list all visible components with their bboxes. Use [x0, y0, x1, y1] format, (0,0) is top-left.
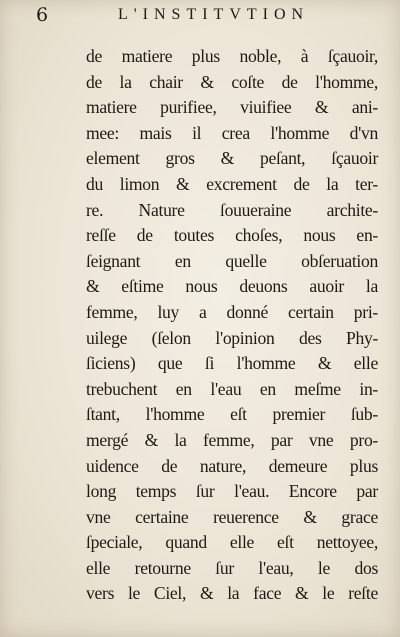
- text-line: & eſtime nous deuons auoir la: [86, 276, 378, 297]
- text-line: ſeignant en quelle obſeruation: [86, 250, 378, 271]
- text-line: mee: mais il crea l'homme d'vn: [86, 122, 378, 143]
- text-line: uilege (ſelon l'opinion des Phy-: [86, 327, 378, 348]
- text-line: long temps ſur l'eau. Encore par: [86, 481, 378, 502]
- text-line: ſpeciale, quand elle eſt nettoyee,: [86, 532, 378, 553]
- page-number: 6: [36, 4, 49, 26]
- text-line: mergé & la femme, par vne pro-: [86, 429, 378, 450]
- text-line: trebuchent en l'eau en meſme in-: [86, 378, 378, 399]
- text-line: femme, luy a donné certain pri-: [86, 301, 378, 322]
- running-head: L'INSTITVTION: [118, 6, 310, 23]
- text-line: re. Nature ſouueraine archite-: [86, 199, 378, 220]
- text-line: de la chair & coſte de l'homme,: [86, 71, 378, 92]
- text-line: ſiciens) que ſi l'homme & elle: [86, 353, 378, 374]
- text-line: ſtant, l'homme eſt premier ſub-: [86, 404, 378, 425]
- text-line: de matiere plus noble, à ſçauoir,: [86, 46, 378, 66]
- text-line: reſſe de toutes choſes, nous en-: [86, 225, 378, 246]
- text-line: vne certaine reuerence & grace: [86, 506, 378, 527]
- body-text: [86, 44, 378, 607]
- text-line: matiere purifiee, viuifiee & ani-: [86, 97, 378, 118]
- text-line: vers le Ciel, & la face & le reſte: [86, 583, 378, 604]
- text-line: elle retourne ſur l'eau, le dos: [86, 557, 378, 578]
- text-line: element gros & peſant, ſçauoir: [86, 148, 378, 169]
- text-line: du limon & excrement de la ter-: [86, 173, 378, 194]
- text-line: uidence de nature, demeure plus: [86, 455, 378, 476]
